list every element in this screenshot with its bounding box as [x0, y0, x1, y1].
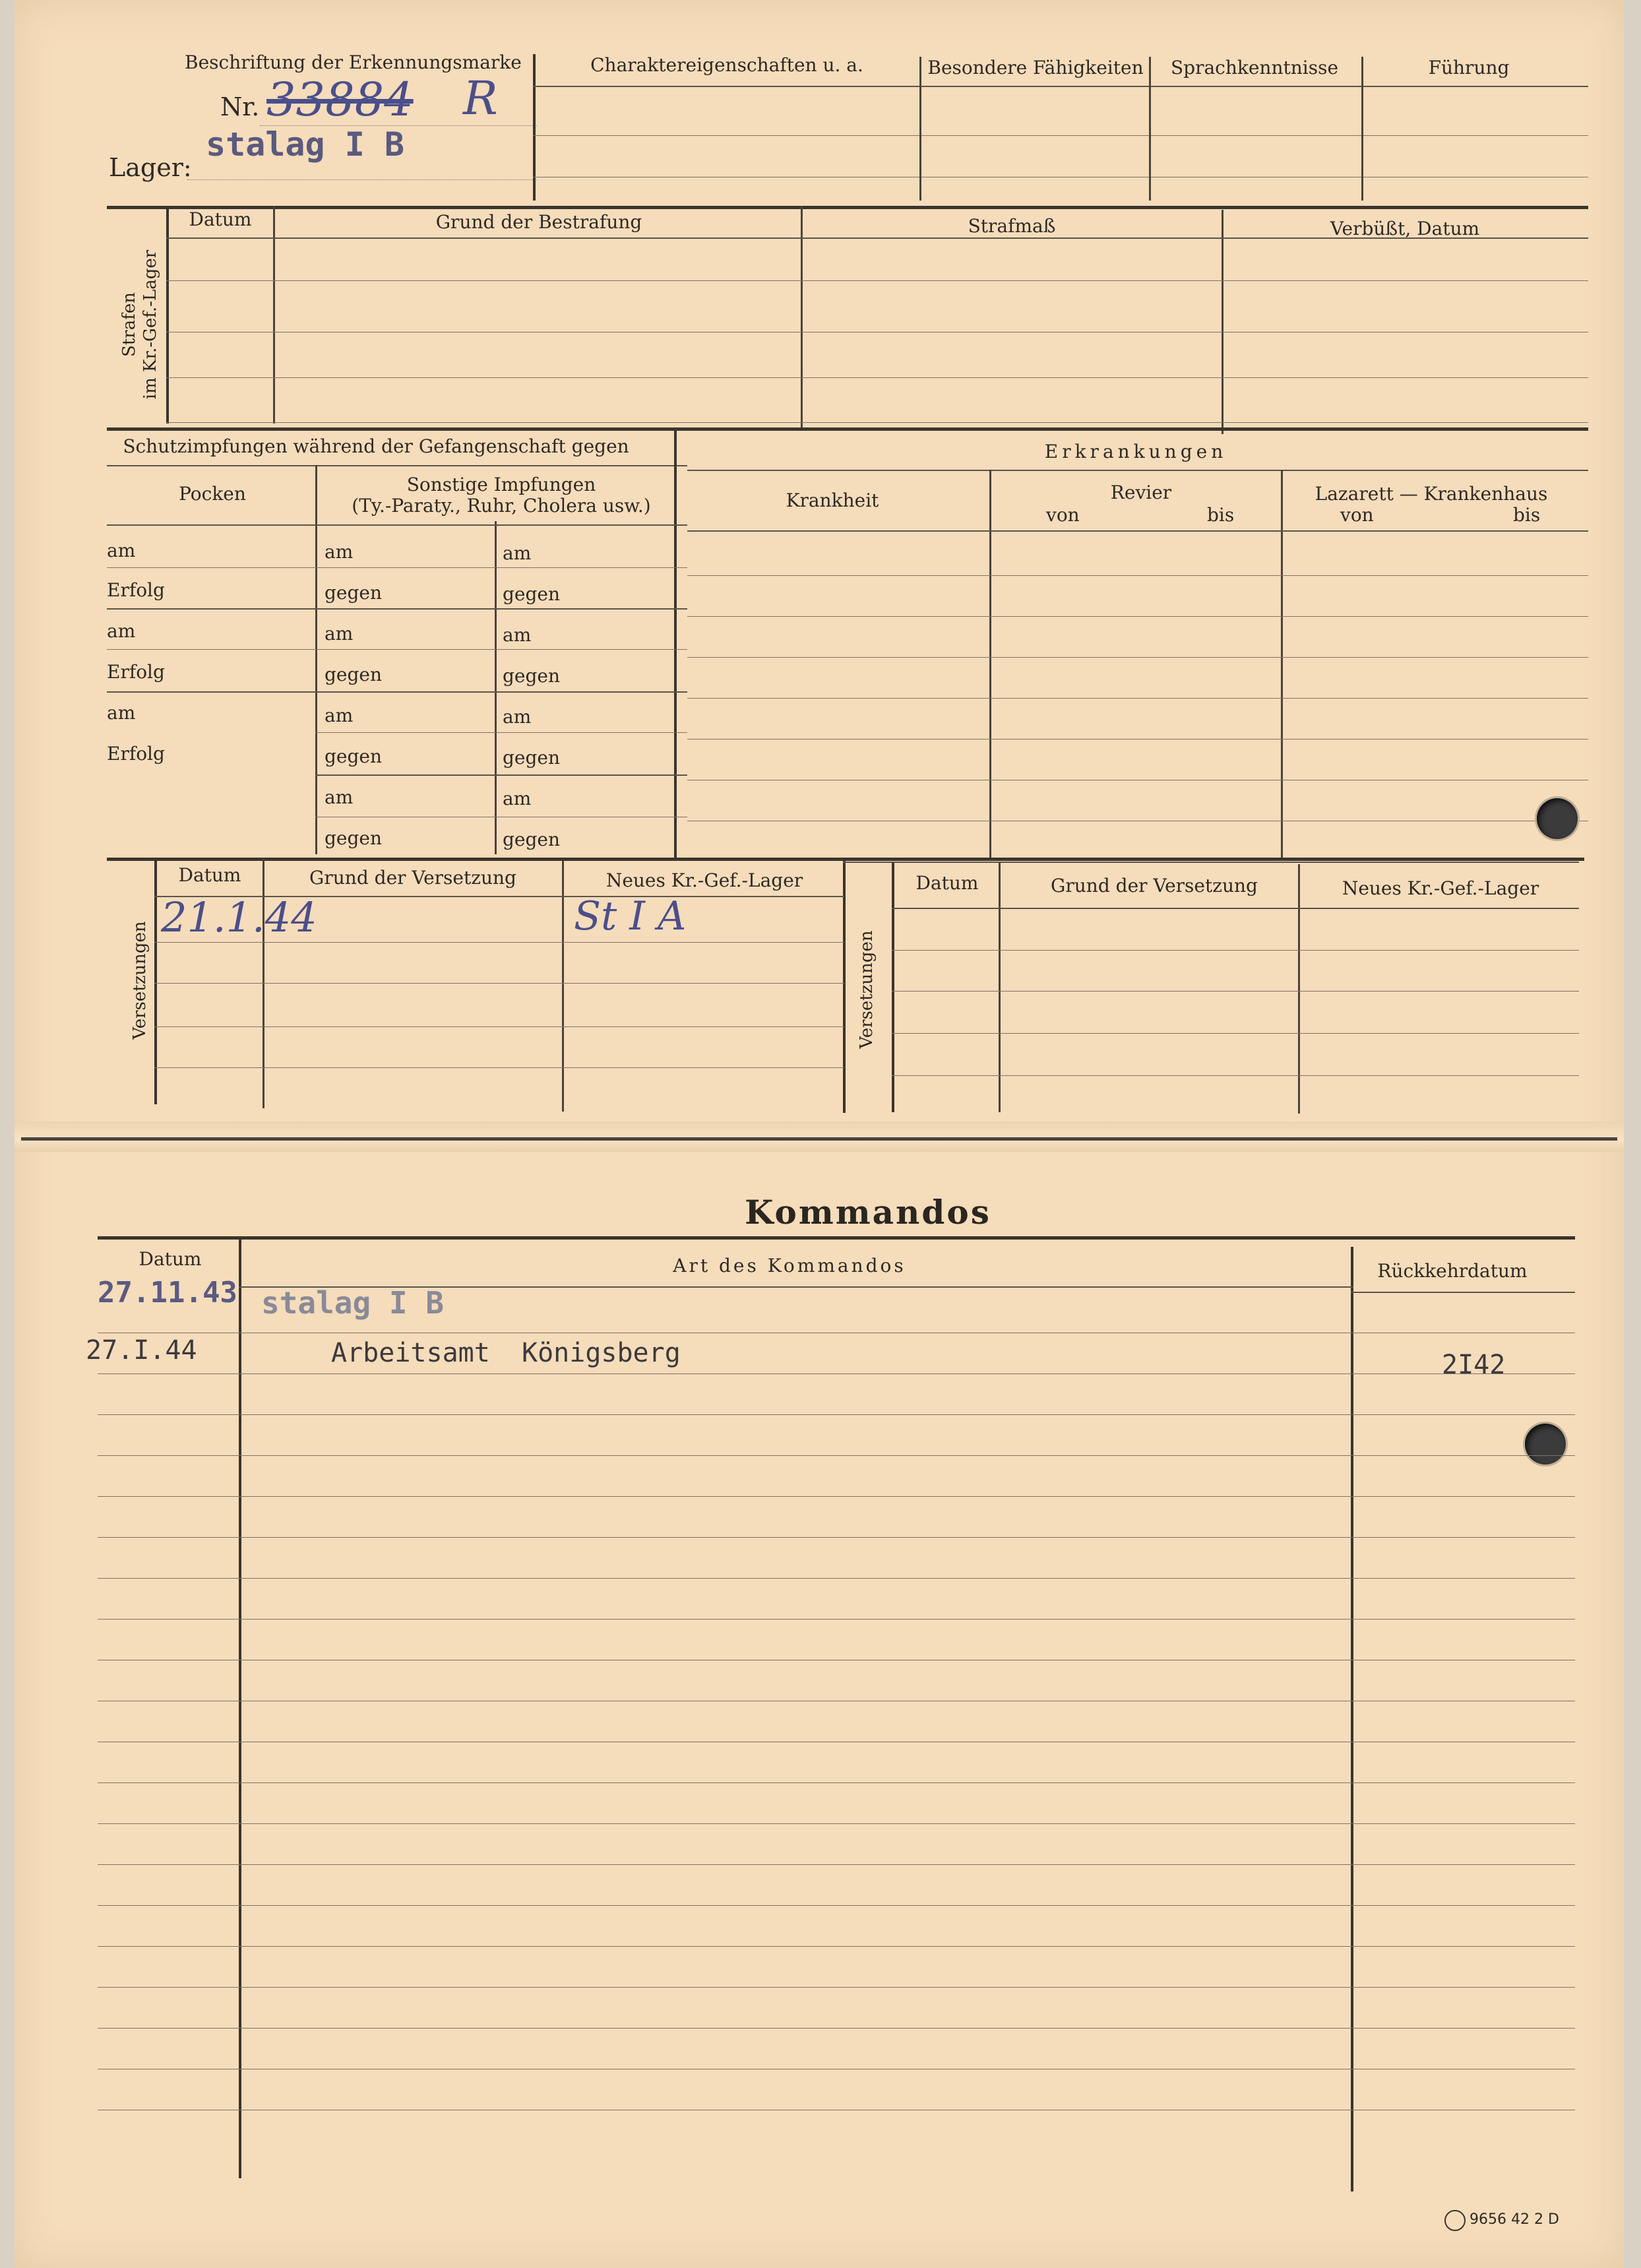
vers-right-datum: Datum — [915, 872, 979, 894]
strafen-verbuesst: Verbüßt, Datum — [1330, 218, 1480, 239]
erk-lazarett-bis: bis — [1513, 504, 1541, 526]
impf-am-b3: am — [503, 706, 532, 728]
strafen-side-label: Strafen im Kr.-Gef.-Lager — [119, 249, 160, 400]
print-code: 9656 42 2 D — [1470, 2211, 1559, 2228]
kommandos-rule — [98, 1823, 1575, 1824]
kommando-2-rueckkehr: 2I42 — [1442, 1350, 1506, 1380]
nr-value: 33884 — [266, 73, 414, 127]
impf-sonstige-1: Sonstige Impfungen — [406, 474, 596, 495]
impf-am-b1: am — [503, 542, 532, 564]
header-faehigkeiten: Besondere Fähigkeiten — [927, 57, 1144, 79]
header-sprachen: Sprachkenntnisse — [1170, 57, 1339, 79]
vers-entry-lager: St I A — [574, 893, 687, 939]
lager-label: Lager: — [109, 153, 192, 182]
kommandos-rule — [98, 1946, 1575, 1947]
kommando-2-art: Arbeitsamt Königsberg — [331, 1338, 681, 1368]
kommandos-rule — [98, 1864, 1575, 1865]
kommandos-rule — [98, 1782, 1575, 1783]
vers-left-datum: Datum — [178, 864, 241, 886]
impf-gegen-b4: gegen — [503, 829, 561, 850]
kommandos-rule — [98, 1414, 1575, 1415]
impf-gegen-a2: gegen — [325, 664, 383, 685]
nr-suffix: R — [463, 71, 498, 125]
kommandos-rule — [98, 1905, 1575, 1906]
impf-row-erfolg-3: Erfolg — [107, 743, 165, 765]
impf-sonstige-2: (Ty.-Paraty., Ruhr, Cholera usw.) — [352, 495, 651, 517]
impf-am-a2: am — [325, 623, 354, 645]
kommandos-datum-header: Datum — [139, 1248, 202, 1270]
impf-am-b4: am — [503, 788, 532, 809]
vers-entry-date: 21.1.44 — [161, 893, 317, 941]
impfungen-title: Schutzimpfungen während der Gefangenschaft gegen — [123, 435, 629, 457]
impf-gegen-b1: gegen — [503, 583, 561, 605]
vers-left-lager: Neues Kr.-Gef.-Lager — [605, 869, 803, 891]
printer-logo — [1444, 2210, 1466, 2231]
erkrankungen-title: Erkrankungen — [1044, 441, 1227, 462]
erk-krankheit: Krankheit — [786, 489, 879, 511]
impf-gegen-a4: gegen — [325, 827, 383, 849]
vers-left-grund: Grund der Versetzung — [309, 867, 516, 889]
kommandos-rule — [98, 1619, 1575, 1620]
kommandos-rule — [98, 1578, 1575, 1579]
kommandos-title: Kommandos — [745, 1193, 991, 1232]
erk-lazarett: Lazarett — Krankenhaus — [1315, 483, 1548, 505]
vers-right-grund: Grund der Versetzung — [1051, 875, 1258, 897]
kommandos-rueckkehr-header: Rückkehrdatum — [1377, 1260, 1528, 1282]
impf-row-erfolg-2: Erfolg — [107, 661, 165, 683]
versetzungen-side-right: Versetzungen — [857, 930, 877, 1049]
versetzungen-side-left: Versetzungen — [130, 921, 150, 1040]
kommandos-rule — [98, 1987, 1575, 1988]
impf-gegen-a1: gegen — [325, 582, 383, 604]
kommandos-rule — [98, 2028, 1575, 2029]
marke-title: Beschriftung der Erkennungsmarke — [185, 51, 522, 73]
impf-gegen-b2: gegen — [503, 665, 561, 687]
kommandos-rule — [98, 1496, 1575, 1497]
strafen-datum: Datum — [189, 208, 252, 230]
kommando-1-art: stalag I B — [261, 1285, 444, 1321]
strafen-grund: Grund der Bestrafung — [435, 211, 642, 233]
punch-hole-lower — [1525, 1424, 1566, 1465]
kommando-2-datum: 27.I.44 — [86, 1335, 197, 1366]
nr-label: Nr. — [220, 92, 260, 121]
kommando-1-datum: 27.11.43 — [98, 1276, 237, 1309]
kommandos-art-header: Art des Kommandos — [673, 1255, 906, 1276]
kommandos-rule — [98, 1537, 1575, 1538]
impf-row-am-3: am — [107, 702, 136, 724]
impf-row-am-2: am — [107, 620, 136, 642]
kommandos-rule — [98, 1373, 1575, 1374]
impf-am-a1: am — [325, 541, 354, 563]
record-card — [15, 0, 1624, 2268]
impf-am-a4: am — [325, 786, 354, 808]
lager-stamp: stalag I B — [206, 125, 405, 164]
impf-gegen-b3: gegen — [503, 747, 561, 769]
header-fuehrung: Führung — [1428, 57, 1510, 79]
impf-am-b2: am — [503, 624, 532, 646]
strafen-strafmass: Strafmaß — [968, 215, 1056, 237]
kommandos-rule — [98, 1455, 1575, 1456]
erk-revier-bis: bis — [1207, 504, 1235, 526]
impf-row-am-1: am — [107, 540, 136, 561]
vers-right-lager: Neues Kr.-Gef.-Lager — [1342, 877, 1539, 899]
erk-lazarett-von: von — [1340, 504, 1374, 526]
fold-line — [15, 1121, 1624, 1152]
erk-revier: Revier — [1110, 482, 1172, 503]
impf-row-erfolg-1: Erfolg — [107, 579, 165, 601]
impf-am-a3: am — [325, 705, 354, 726]
erk-revier-von: von — [1046, 504, 1080, 526]
impf-pocken: Pocken — [179, 483, 246, 505]
impf-gegen-a3: gegen — [325, 745, 383, 767]
punch-hole-upper — [1537, 798, 1578, 839]
header-charakter: Charaktereigenschaften u. a. — [590, 54, 863, 76]
